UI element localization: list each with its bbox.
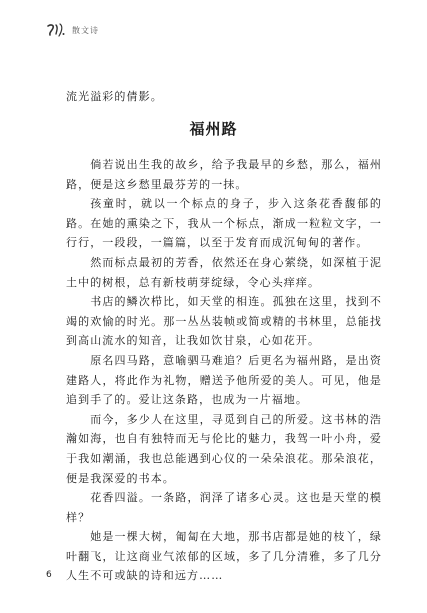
paragraph: 孩童时，就以一个标点的身子，步入这条花香馥郁的路。在她的熏染之下，我从一个标点，渐成一粒粒文字，一行行，一段段，一篇篇，以至于发育而成沉甸甸的著作。 [66,197,382,250]
paragraph: 书店的鳞次栉比，如天堂的相连。孤独在这里，找到不竭的欢愉的时光。那一丛丛装帧或简或精的书林里，总能找到高山流水的知音，让我如饮甘泉，心如花开。 [66,295,382,348]
paragraph: 她是一棵大树，匍匐在大地，那书店都是她的枝丫，绿叶翻飞，让这商业气浓郁的区域，多了几分清雅，多了几分人生不可或缺的诗和远方…… [66,530,382,583]
chapter-title: 福州路 [189,120,238,138]
calligraphy-logo-icon [46,22,66,38]
article-body [66,155,382,586]
paragraph: 原名四马路，意喻驷马难追？后更名为福州路，是出资建路人，将此作为礼物，赠送予他所爱的美人。可见，他是追到手了的。爱让这条路，也成为一片福地。 [66,353,382,407]
paragraph: 而今，多少人在这里，寻觅到自己的所爱。这书林的浩瀚如海，也自有独特而无与伦比的魅力，我驾一叶小舟，爱于我如潮涌，我也总能遇到心仪的一朵朵浪花。那朵浪花，便是我深爱的书本。 [66,412,382,485]
paragraph: 倘若说出生我的故乡，给予我最早的乡愁，那么，福州路，便是这乡愁里最芬芳的一抹。 [66,158,382,191]
paragraph: 然而标点最初的芳香，依然还在身心萦绕，如深植于泥土中的树根，总有新枝萌芽绽绿，令心头痒痒。 [66,255,382,289]
running-header [46,22,99,38]
lead-paragraph: 流光溢彩的倩影。 [66,90,163,103]
paragraph: 花香四溢。一条路，润泽了诸多心灵。这也是天堂的模样？ [66,491,382,524]
page-number: 6 [46,570,52,580]
section-name: 散文诗 [72,25,99,35]
